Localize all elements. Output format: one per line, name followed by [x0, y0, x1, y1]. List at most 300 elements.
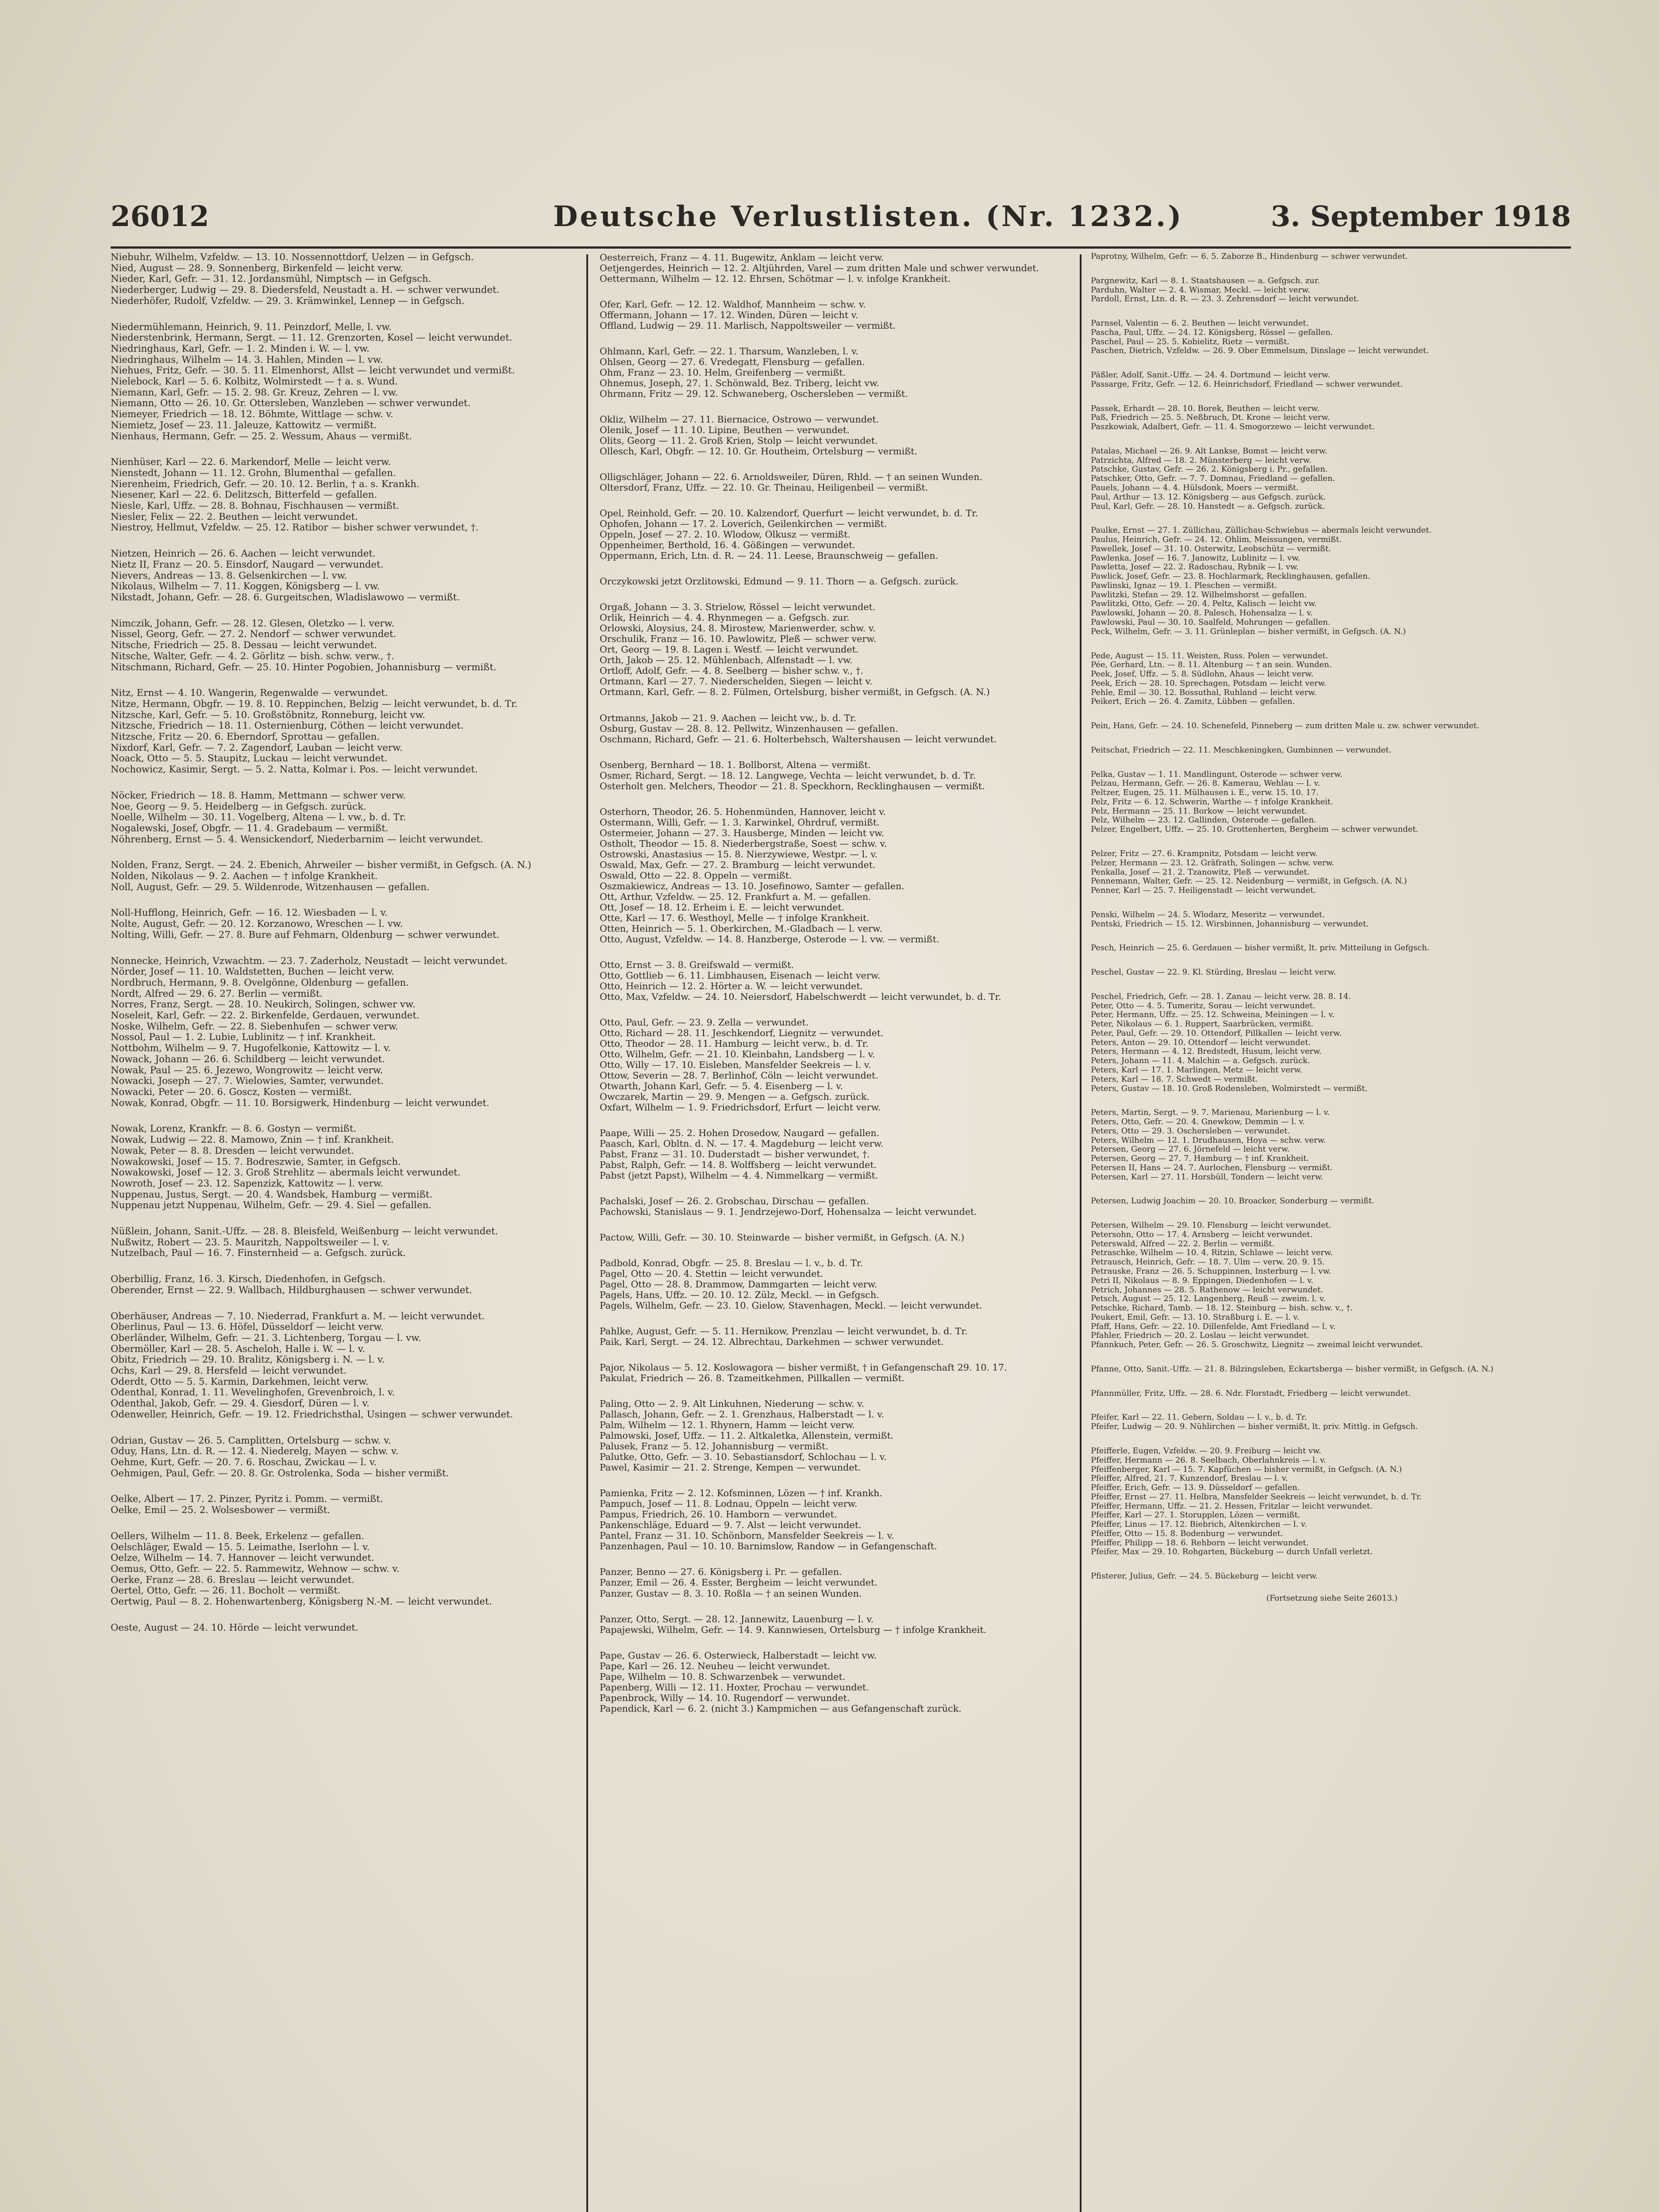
- list-entry: Ohnemus, Joseph, 27. 1. Schönwald, Bez. Triberg, leicht vw.: [600, 378, 879, 389]
- list-entry: Pelzer, Hermann — 23. 12. Gräfrath, Solingen — schw. verw.: [1091, 858, 1335, 868]
- list-entry: Oellers, Wilhelm — 11. 8. Beek, Erkelenz — gefallen.: [111, 1530, 365, 1542]
- list-entry: Oppenheimer, Berthold, 16. 4. Gößingen — verwundet.: [600, 540, 855, 551]
- list-entry: Pfanne, Otto, Sanit.-Uffz. — 21. 8. Bilzingsleben, Eckartsberga — bisher vermißt, in Gefgsch. (A. N.): [1091, 1364, 1493, 1374]
- list-entry: Obermöller, Karl — 28. 5. Ascheloh, Halle i. W. — l. v.: [111, 1343, 366, 1355]
- list-entry: Petraschke, Wilhelm — 10. 4. Ritzin, Schlawe — leicht verw.: [1091, 1248, 1333, 1258]
- list-entry: Pauels, Johann — 4. 4. Hülsdonk, Moers — vermißt.: [1091, 483, 1299, 493]
- list-entry: Nolting, Willi, Gefr. — 27. 8. Bure auf Fehmarn, Oldenburg — schwer verwundet.: [111, 929, 500, 941]
- list-entry: Olenik, Josef — 11. 10. Lipine, Beuthen — verwundet.: [600, 425, 850, 436]
- list-entry: Peters, Johann — 11. 4. Malchin — a. Gefgsch. zurück.: [1091, 1056, 1310, 1066]
- list-entry: Otte, Karl — 17. 6. Westhoyl, Melle — † infolge Krankheit.: [600, 912, 870, 923]
- list-entry: Oerke, Franz — 28. 6. Breslau — leicht verwundet.: [111, 1574, 355, 1586]
- list-entry: Papajewski, Wilhelm, Gefr. — 14. 9. Kannwiesen, Ortelsburg — † infolge Krankheit.: [600, 1624, 987, 1635]
- list-entry: Pactow, Willi, Gefr. — 30. 10. Steinwarde — bisher vermißt, in Gefgsch. (A. N.): [600, 1232, 965, 1243]
- list-entry: Pfeiffer, Erich, Gefr. — 13. 9. Düsseldorf — gefallen.: [1091, 1483, 1300, 1493]
- list-entry: Oberlinus, Paul — 13. 6. Höfel, Düsseldorf — leicht verw.: [111, 1321, 384, 1333]
- list-entry: Obitz, Friedrich — 29. 10. Bralitz, Königsberg i. N. — l. v.: [111, 1354, 385, 1366]
- list-entry: Noe, Georg — 9. 5. Heidelberg — in Gefgsch. zurück.: [111, 801, 366, 812]
- list-entry: Orlowski, Aloysius, 24. 8. Mirostew, Marienwerder, schw. v.: [600, 623, 876, 634]
- list-entry: Pede, August — 15. 11. Weisten, Russ. Polen — verwundet.: [1091, 651, 1328, 661]
- list-entry: Pfeifferle, Eugen, Vzfeldw. — 20. 9. Freiburg — leicht vw.: [1091, 1446, 1321, 1455]
- list-entry: Peters, Anton — 29. 10. Ottendorf — leicht verwundet.: [1091, 1037, 1311, 1047]
- list-entry: Nitsche, Friedrich — 25. 8. Dessau — leicht verwundet.: [111, 640, 377, 651]
- list-entry: Ohm, Franz — 23. 10. Helm, Greifenberg — vermißt.: [600, 367, 846, 378]
- list-entry: Penkalla, Josef — 21. 2. Tzanowitz, Pleß — verwundet.: [1091, 867, 1310, 877]
- list-entry: Pawlowski, Johann — 20. 8. Palesch, Hohensalza — l. v.: [1091, 608, 1313, 618]
- list-entry: Peters, Gustav — 18. 10. Groß Rodensleben, Wolmirstedt — vermißt.: [1091, 1083, 1368, 1093]
- list-entry: Peters, Martin, Sergt. — 9. 7. Marienau, Marienburg — l. v.: [1091, 1108, 1330, 1118]
- list-entry: Ort, Georg — 19. 8. Lagen i. Westf. — leicht verwundet.: [600, 644, 859, 655]
- list-entry: Pfahler, Friedrich — 20. 2. Loslau — leicht verwundet.: [1091, 1331, 1309, 1340]
- list-entry: Pawlitzki, Stefan — 29. 12. Wilhelmshorst — gefallen.: [1091, 590, 1307, 599]
- list-entry: Peter, Nikolaus — 6. 1. Ruppert, Saarbrücken, vermißt.: [1091, 1019, 1313, 1029]
- list-entry: Osenberg, Bernhard — 18. 1. Bollborst, Altena — vermißt.: [600, 759, 871, 770]
- list-entry: Niederberger, Ludwig — 29. 8. Diedersfeld, Neustadt a. H. — schwer verwundet.: [111, 284, 500, 296]
- list-entry: Nüßlein, Johann, Sanit.-Uffz. — 28. 8. Bleisfeld, Weißenburg — leicht verwundet.: [111, 1226, 498, 1237]
- list-entry: Niederhöfer, Rudolf, Vzfeldw. — 29. 3. Krämwinkel, Lennep — in Gefgsch.: [111, 295, 465, 307]
- list-entry: Otto, Theodor — 28. 11. Hamburg — leicht verw., b. d. Tr.: [600, 1038, 869, 1049]
- list-entry: Pawlowski, Paul — 30. 10. Saalfeld, Mohrungen — gefallen.: [1091, 617, 1331, 627]
- list-entry: Oppeln, Josef — 27. 2. 10. Wlodow, Olkusz — vermißt.: [600, 529, 851, 540]
- list-entry: Pabst (jetzt Papst), Wilhelm — 4. 4. Nimmelkarg — vermißt.: [600, 1170, 878, 1181]
- list-entry: Nissel, Georg, Gefr. — 27. 2. Nendorf — schwer verwundet.: [111, 629, 396, 640]
- list-entry: Pawlinski, Ignaz — 19. 1. Pleschen — vermißt.: [1091, 580, 1277, 590]
- list-entry: Pantel, Franz — 31. 10. Schönborn, Mansfelder Seekreis — l. v.: [600, 1530, 894, 1541]
- list-entry: Petersen, Georg — 27. 6. Jörnefeld — leicht verw.: [1091, 1144, 1290, 1154]
- list-entry: Ollesch, Karl, Obgfr. — 12. 10. Gr. Houtheim, Ortelsburg — vermißt.: [600, 446, 917, 457]
- list-entry: Niedringhaus, Wilhelm — 14. 3. Hahlen, Minden — l. vw.: [111, 354, 383, 365]
- list-entry: Paape, Willi — 25. 2. Hohen Drosedow, Naugard — gefallen.: [600, 1128, 880, 1138]
- list-entry: Peck, Wilhelm, Gefr. — 3. 11. Grünleplan — bisher vermißt, in Gefgsch. (A. N.): [1091, 626, 1406, 636]
- list-entry: Pentski, Friedrich — 15. 12. Wirsbinnen, Johannisburg — verwundet.: [1091, 919, 1369, 929]
- list-entry: Otto, Heinrich — 12. 2. Hörter a. W. — leicht verwundet.: [600, 980, 863, 991]
- list-entry: Ostermeier, Johann — 27. 3. Hausberge, Minden — leicht vw.: [600, 827, 885, 838]
- list-entry: Ostholt, Theodor — 15. 8. Niederbergstraße, Soest — schw. v.: [600, 838, 887, 849]
- list-entry: Nowak, Konrad, Obgfr. — 11. 10. Borsigwerk, Hindenburg — leicht verwundet.: [111, 1097, 489, 1109]
- list-entry: Pawlitzki, Otto, Gefr. — 20. 4. Peltz, Kalisch — leicht vw.: [1091, 599, 1317, 609]
- list-entry: Otto, Ernst — 3. 8. Greifswald — vermißt.: [600, 959, 794, 970]
- list-entry: Petersen, Wilhelm — 29. 10. Flensburg — leicht verwundet.: [1091, 1221, 1332, 1230]
- list-entry: Nolden, Franz, Sergt. — 24. 2. Ebenich, Ahrweiler — bisher vermißt, in Gefgsch. (A. N.): [111, 860, 531, 871]
- list-entry: Petersen, Ludwig Joachim — 20. 10. Broacker, Sonderburg — vermißt.: [1091, 1196, 1374, 1206]
- list-entry: Pagels, Hans, Uffz. — 20. 10. 12. Zülz, Meckl. — in Gefgsch.: [600, 1290, 879, 1301]
- list-entry: Pennemann, Walter, Gefr. — 25. 12. Neidenburg — vermißt, in Gefgsch. (A. N.): [1091, 876, 1407, 886]
- list-entry: Nienhüser, Karl — 22. 6. Markendorf, Melle — leicht verw.: [111, 457, 391, 468]
- list-entry: Pfisterer, Julius, Gefr. — 24. 5. Bückeburg — leicht verw.: [1091, 1571, 1318, 1581]
- list-entry: Oertwig, Paul — 8. 2. Hohenwartenberg, Königsberg N.-M. — leicht verwundet.: [111, 1596, 492, 1608]
- list-entry: Niesle, Karl, Uffz. — 28. 8. Bohnau, Fischhausen — vermißt.: [111, 500, 400, 512]
- list-entry: Nikolaus, Wilhelm — 7. 11. Koggen, Königsberg — l. vw.: [111, 581, 380, 592]
- list-entry: Oelke, Emil — 25. 2. Wolsesbower — vermißt.: [111, 1505, 331, 1516]
- list-entry: Niedringhaus, Karl, Gefr. — 1. 2. Minden i. W. — l. vw.: [111, 343, 370, 354]
- list-entry: Nitzsche, Friedrich — 18. 11. Osternienburg, Cöthen — leicht verwundet.: [111, 720, 464, 732]
- list-entry: Pelzau, Hermann, Gefr. — 26. 8. Kamerau, Wehlau — l. v.: [1091, 779, 1320, 788]
- list-entry: Oduy, Hans, Ltn. d. R. — 12. 4. Niederelg, Mayen — schw. v.: [111, 1446, 399, 1457]
- list-entry: Pape, Karl — 26. 12. Neuheu — leicht verwundet.: [600, 1660, 831, 1671]
- list-entry: Pawellek, Josef — 31. 10. Osterwitz, Leobschütz — vermißt.: [1091, 544, 1331, 553]
- list-entry: Odenthal, Jakob, Gefr. — 29. 4. Giesdorf, Düren — l. v.: [111, 1398, 370, 1409]
- list-entry: Nowakowski, Josef — 12. 3. Groß Strehlitz — abermals leicht verwundet.: [111, 1167, 461, 1179]
- list-entry: Nowroth, Josef — 23. 12. Sapenzizk, Kattowitz — l. verw.: [111, 1178, 384, 1189]
- list-entry: Nowak, Ludwig — 22. 8. Mamowo, Znin — † inf. Krankheit.: [111, 1134, 394, 1146]
- list-entry: Paling, Otto — 2. 9. Alt Linkuhnen, Niederung — schw. v.: [600, 1398, 864, 1409]
- list-entry: Penski, Wilhelm — 24. 5. Wlodarz, Meseritz — verwundet.: [1091, 910, 1325, 919]
- list-entry: Pfeiffer, Hermann — 26. 8. Seelbach, Oberlahnkreis — l. v.: [1091, 1455, 1326, 1465]
- list-entry: Niemann, Otto — 26. 10. Gr. Ottersleben, Wanzleben — schwer verwundet.: [111, 398, 471, 409]
- list-entry: Odrian, Gustav — 26. 5. Camplitten, Ortelsburg — schw. v.: [111, 1435, 391, 1446]
- list-entry: Nievers, Andreas — 13. 8. Gelsenkirchen — l. vw.: [111, 570, 347, 581]
- column-divider: [1080, 254, 1082, 2212]
- list-entry: Oehmigen, Paul, Gefr. — 20. 8. Gr. Ostrolenka, Soda — bisher vermißt.: [111, 1467, 449, 1479]
- list-entry: Pahlke, August, Gefr. — 5. 11. Hernikow, Prenzlau — leicht verwundet, b. d. Tr.: [600, 1326, 968, 1337]
- list-entry: Nowacki, Joseph — 27. 7. Wielowies, Samter, verwundet.: [111, 1075, 384, 1087]
- list-entry: Noll, August, Gefr. — 29. 5. Wildenrode, Witzenhausen — gefallen.: [111, 881, 430, 893]
- list-entry: Padbold, Konrad, Obgfr. — 25. 8. Breslau — l. v., b. d. Tr.: [600, 1258, 863, 1269]
- list-entry: Pargnewitz, Karl — 8. 1. Staatshausen — a. Gefgsch. zur.: [1091, 276, 1320, 285]
- list-entry: Oppermann, Erich, Ltn. d. R. — 24. 11. Leese, Braunschweig — gefallen.: [600, 550, 939, 561]
- list-entry: Nietzen, Heinrich — 26. 6. Aachen — leicht verwundet.: [111, 548, 376, 560]
- list-entry: Orschulik, Franz — 16. 10. Pawlowitz, Pleß — schwer verw.: [600, 634, 877, 645]
- list-entry: Niebuhr, Wilhelm, Vzfeldw. — 13. 10. Nossennottdorf, Uelzen — in Gefgsch.: [111, 252, 474, 263]
- list-entry: Palmowski, Josef, Uffz. — 11. 2. Altkaletka, Allenstein, vermißt.: [600, 1430, 894, 1441]
- list-entry: Niemietz, Josef — 23. 11. Jaleuze, Kattowitz — vermißt.: [111, 419, 377, 431]
- list-entry: Nimczik, Johann, Gefr. — 28. 12. Glesen, Oletzko — l. verw.: [111, 618, 395, 629]
- list-entry: Paschen, Dietrich, Vzfeldw. — 26. 9. Ober Emmelsum, Dinslage — leicht verwundet.: [1091, 346, 1429, 356]
- list-entry: Offland, Ludwig — 29. 11. Marlisch, Nappoltsweiler — vermißt.: [600, 320, 896, 331]
- list-entry: Otto, Richard — 28. 11. Jeschkendorf, Liegnitz — verwundet.: [600, 1027, 884, 1038]
- list-entry: Oemus, Otto, Gefr. — 22. 5. Rammewitz, Wehnow — schw. v.: [111, 1563, 400, 1575]
- list-entry: Nowak, Lorenz, Krankfr. — 8. 6. Gostyn — vermißt.: [111, 1123, 357, 1135]
- list-entry: Osmer, Richard, Sergt. — 18. 12. Langwege, Vechta — leicht verwundet, b. d. Tr.: [600, 770, 976, 781]
- list-entry: Paprotny, Wilhelm, Gefr. — 6. 5. Zaborze B., Hindenburg — schwer verwundet.: [1091, 252, 1408, 261]
- list-entry: Nochowicz, Kasimir, Sergt. — 5. 2. Natta, Kolmar i. Pos. — leicht verwundet.: [111, 764, 478, 776]
- list-entry: Petersen, Georg — 27. 7. Hamburg — † inf. Krankheit.: [1091, 1154, 1309, 1164]
- list-entry: Passarge, Fritz, Gefr. — 12. 6. Heinrichsdorf, Friedland — schwer verwundet.: [1091, 379, 1403, 389]
- list-entry: Ofer, Karl, Gefr. — 12. 12. Waldhof, Mannheim — schw. v.: [600, 299, 866, 310]
- list-entry: Ott, Arthur, Vzfeldw. — 25. 12. Frankfurt a. M. — gefallen.: [600, 891, 871, 902]
- list-entry: Patrzichta, Alfred — 18. 2. Münsterberg — leicht verw.: [1091, 455, 1312, 465]
- list-entry: Paszkowiak, Adalbert, Gefr. — 11. 4. Smogorzewo — leicht verwundet.: [1091, 422, 1374, 432]
- list-entry: Norres, Franz, Sergt. — 28. 10. Neukirch, Solingen, schwer vw.: [111, 999, 416, 1010]
- list-entry: Oberländer, Wilhelm, Gefr. — 21. 3. Lichtenberg, Torgau — l. vw.: [111, 1332, 421, 1344]
- list-entry: Otto, Willy — 17. 10. Eisleben, Mansfelder Seekreis — l. v.: [600, 1059, 871, 1070]
- list-entry: Pfeifer, Ludwig — 20. 9. Nühlirchen — bisher vermißt, lt. priv. Mittlg. in Gefgsch.: [1091, 1422, 1418, 1432]
- list-entry: Oberhäuser, Andreas — 7. 10. Niederrad, Frankfurt a. M. — leicht verwundet.: [111, 1310, 485, 1322]
- list-entry: Nieder, Karl, Gefr. — 31. 12. Jordansmühl, Nimptsch — in Gefgsch.: [111, 273, 431, 285]
- list-entry: Peukert, Emil, Gefr. — 13. 10. Straßburg i. E. — l. v.: [1091, 1312, 1300, 1322]
- list-entry: Peschel, Friedrich, Gefr. — 28. 1. Zanau — leicht verw. 28. 8. 14.: [1091, 991, 1351, 1001]
- list-entry: Paul, Arthur — 13. 12. Königsberg — aus Gefgsch. zurück.: [1091, 492, 1326, 502]
- list-entry: Otto, Wilhelm, Gefr. — 21. 10. Kleinbahn, Landsberg — l. v.: [600, 1048, 875, 1060]
- list-entry: Otto, August, Vzfeldw. — 14. 8. Hanzberge, Osterode — l. vw. — vermißt.: [600, 933, 939, 945]
- list-entry: Panzenhagen, Paul — 10. 10. Barnimslow, Randow — in Gefangenschaft.: [600, 1541, 937, 1552]
- list-entry: Peek, Josef, Uffz. — 5. 8. Südlohn, Ahaus — leicht verw.: [1091, 669, 1314, 679]
- list-entry: Pankenschläge, Eduard — 9. 7. Alst — leicht verwundet.: [600, 1520, 862, 1531]
- list-entry: Nietz II, Franz — 20. 5. Einsdorf, Naugard — verwundet.: [111, 559, 384, 570]
- list-entry: Oesterreich, Franz — 4. 11. Bugewitz, Anklam — leicht verw.: [600, 252, 884, 263]
- list-entry: Peterswald, Alfred — 22. 2. Berlin — vermißt.: [1091, 1239, 1275, 1248]
- list-entry: Nierenheim, Friedrich, Gefr. — 20. 10. 12. Berlin, † a. s. Krankh.: [111, 478, 420, 490]
- list-entry: Nowack, Johann — 26. 6. Schildberg — leicht verwundet.: [111, 1053, 385, 1065]
- list-entry: Patschker, Otto, Gefr. — 7. 7. Domnau, Friedland — gefallen.: [1091, 474, 1336, 484]
- list-entry: Peters, Karl — 17. 1. Marlingen, Metz — leicht verw.: [1091, 1065, 1302, 1075]
- list-entry: Palutke, Otto, Gefr. — 3. 10. Sebastiansdorf, Schlochau — l. v.: [600, 1452, 887, 1463]
- list-entry: Nutzelbach, Paul — 16. 7. Finsternheid — a. Gefgsch. zurück.: [111, 1248, 406, 1259]
- list-entry: Pfeiffer, Otto — 15. 8. Bodenburg — verwundet.: [1091, 1528, 1283, 1538]
- list-entry: Nußwitz, Robert — 23. 5. Mauritzh, Nappoltsweiler — l. v.: [111, 1237, 389, 1248]
- list-entry: Peters, Wilhelm — 12. 1. Drudhausen, Hoya — schw. verw.: [1091, 1135, 1326, 1145]
- page-header: [111, 200, 1571, 249]
- list-entry: Pfeiffenberger, Karl — 15. 7. Kapfüchen — bisher vermißt, in Gefgsch. (A. N.): [1091, 1464, 1402, 1474]
- list-entry: Oertel, Otto, Gefr. — 26. 11. Bocholt — vermißt.: [111, 1585, 341, 1597]
- list-entry: Osterhorn, Theodor, 26. 5. Hohenmünden, Hannover, leicht v.: [600, 806, 886, 817]
- header-rule: [111, 246, 1571, 249]
- list-entry: Pée, Gerhard, Ltn. — 8. 11. Altenburg — † an sein. Wunden.: [1091, 660, 1332, 670]
- list-entry: Nonnecke, Heinrich, Vzwachtm. — 23. 7. Zaderholz, Neustadt — leicht verwundet.: [111, 955, 508, 967]
- continuation-note: (Fortsetzung siehe Seite 26013.): [1266, 1593, 1398, 1603]
- list-entry: Pawel, Kasimir — 21. 2. Strenge, Kempen — verwundet.: [600, 1462, 861, 1473]
- list-entry: Petrich, Johannes — 28. 5. Rathenow — leicht verwundet.: [1091, 1285, 1323, 1294]
- list-entry: Pape, Gustav — 26. 6. Osterwieck, Halberstadt — leicht vw.: [600, 1650, 877, 1661]
- list-entry: Oetjengerdes, Heinrich — 12. 2. Altjührden, Varel — zum dritten Male und schwer verwundet.: [600, 263, 1039, 274]
- list-entry: Niesler, Felix — 22. 2. Beuthen — leicht verwundet.: [111, 511, 358, 522]
- column-1: [111, 252, 573, 2212]
- list-entry: Ohlmann, Karl, Gefr. — 22. 1. Tharsum, Wanzleben, l. v.: [600, 346, 858, 357]
- list-entry: Noack, Otto — 5. 5. Staupitz, Luckau — leicht verwundet.: [111, 753, 388, 764]
- list-entry: Opel, Reinhold, Gefr. — 20. 10. Kalzendorf, Querfurt — leicht verwundet, b. d. Tr.: [600, 508, 978, 519]
- list-entry: Niemeyer, Friedrich — 18. 12. Böhmte, Wittlage — schw. v.: [111, 409, 393, 420]
- list-entry: Oberender, Ernst — 22. 9. Wallbach, Hildburghausen — schwer verwundet.: [111, 1284, 472, 1296]
- list-entry: Pein, Hans, Gefr. — 24. 10. Schenefeld, Pinneberg — zum dritten Male u. zw. schwer verwundet.: [1091, 721, 1479, 731]
- list-entry: Peter, Hermann, Uffz. — 25. 12. Schweina, Meiningen — l. v.: [1091, 1010, 1335, 1020]
- list-entry: Ortmann, Karl, Gefr. — 8. 2. Fülmen, Ortelsburg, bisher vermißt, in Gefgsch. (A. N.): [600, 687, 990, 698]
- list-entry: Niederstenbrink, Hermann, Sergt. — 11. 12. Grenzorten, Kosel — leicht verwundet.: [111, 332, 512, 344]
- list-entry: Noske, Wilhelm, Gefr. — 22. 8. Siebenhufen — schwer verw.: [111, 1021, 399, 1032]
- list-entry: Pfeiffer, Ernst — 27. 11. Helbra, Mansfelder Seekreis — leicht verwundet, b. d. Tr.: [1091, 1492, 1422, 1502]
- list-entry: Orth, Jakob — 25. 12. Mühlenbach, Alfenstadt — l. vw.: [600, 655, 853, 666]
- list-entry: Noseleit, Karl, Gefr. — 22. 2. Birkenfelde, Gerdauen, verwundet.: [111, 1010, 420, 1022]
- list-entry: Panzer, Emil — 26. 4. Esster, Bergheim — leicht verwundet.: [600, 1577, 878, 1588]
- list-entry: Penner, Karl — 25. 7. Heiligenstadt — leicht verwundet.: [1091, 886, 1316, 895]
- list-entry: Passek, Erhardt — 28. 10. Borek, Beuthen — leicht verw.: [1091, 403, 1320, 413]
- list-entry: Pakulat, Friedrich — 26. 8. Tzameitkehmen, Pillkallen — vermißt.: [600, 1373, 905, 1384]
- list-entry: Oltersdorf, Franz, Uffz. — 22. 10. Gr. Theinau, Heiligenbeil — vermißt.: [600, 482, 928, 493]
- list-entry: Niedermühlemann, Heinrich, 9. 11. Peinzdorf, Melle, l. vw.: [111, 321, 392, 333]
- list-entry: Ottow, Severin — 28. 7. Berlinhof, Cöln — leicht verwundet.: [600, 1070, 878, 1081]
- list-entry: Pardoll, Ernst, Ltn. d. R. — 23. 3. Zehrensdorf — leicht verwundet.: [1091, 294, 1359, 304]
- list-entry: Nitz, Ernst — 4. 10. Wangerin, Regenwalde — verwundet.: [111, 687, 388, 699]
- list-entry: Orczykowski jetzt Orzlitowski, Edmund — 9. 11. Thorn — a. Gefgsch. zurück.: [600, 576, 959, 587]
- list-entry: Paulus, Heinrich, Gefr. — 24. 12. Ohlim, Meissungen, vermißt.: [1091, 535, 1342, 545]
- list-entry: Pawlenka, Josef — 16. 7. Janowitz, Lublinitz — l. vw.: [1091, 553, 1301, 563]
- column-3-entries: [1091, 252, 1573, 1581]
- list-entry: Paschel, Paul — 25. 5. Kobielitz, Rietz — vermißt.: [1091, 337, 1289, 346]
- list-entry: Pelka, Gustav — 1. 11. Mandlingunt, Osterode — schwer verw.: [1091, 769, 1343, 779]
- list-entry: Pamienka, Fritz — 2. 12. Kofsminnen, Lözen — † inf. Krankh.: [600, 1488, 882, 1499]
- list-entry: Pelzer, Fritz — 27. 6. Krampnitz, Potsdam — leicht verw.: [1091, 849, 1318, 858]
- list-entry: Nowakowski, Josef — 15. 7. Bodreszwie, Samter, in Gefgsch.: [111, 1156, 401, 1167]
- list-entry: Pallasch, Johann, Gefr. — 2. 1. Grenzhaus, Halberstadt — l. v.: [600, 1409, 885, 1420]
- list-entry: Nowacki, Peter — 20. 6. Goscz, Kosten — vermißt.: [111, 1087, 352, 1098]
- list-entry: Peitschat, Friedrich — 22. 11. Meschkeningken, Gumbinnen — verwundet.: [1091, 745, 1392, 755]
- list-entry: Pape, Wilhelm — 10. 8. Schwarzenbek — verwundet.: [600, 1671, 846, 1682]
- list-entry: Peltzer, Eugen, 25. 11. Mülhausen i. E., verw. 15. 10. 17.: [1091, 788, 1319, 798]
- list-entry: Oettermann, Wilhelm — 12. 12. Ehrsen, Schötmar — l. v. infolge Krankheit.: [600, 273, 951, 284]
- list-entry: Nienstedt, Johann — 11. 12. Grohn, Blumenthal — gefallen.: [111, 467, 396, 479]
- list-entry: Otto, Gottlieb — 6. 11. Limbhausen, Eisenach — leicht verw.: [600, 970, 881, 981]
- list-entry: Pagel, Otto — 28. 8. Drammow, Dammgarten — leicht verw.: [600, 1279, 878, 1290]
- list-entry: Ophofen, Johann — 17. 2. Loverich, Geilenkirchen — vermißt.: [600, 518, 887, 530]
- list-entry: Oelke, Albert — 17. 2. Pinzer, Pyritz i. Pomm. — vermißt.: [111, 1494, 383, 1505]
- list-entry: Petschke, Richard, Tamb. — 18. 12. Steinburg — bish. schw. v., †.: [1091, 1303, 1353, 1313]
- list-entry: Ott, Josef — 18. 12. Erheim i. E. — leicht verwundet.: [600, 902, 845, 913]
- list-entry: Petri II, Nikolaus — 8. 9. Eppingen, Diedenhofen — l. v.: [1091, 1275, 1313, 1285]
- list-entry: Päßler, Adolf, Sanit.-Uffz. — 24. 4. Dortmund — leicht verw.: [1091, 370, 1330, 380]
- list-entry: Pagels, Wilhelm, Gefr. — 23. 10. Gielow, Stavenhagen, Meckl. — leicht verwundet.: [600, 1300, 982, 1311]
- list-entry: Nikstadt, Johann, Gefr. — 28. 6. Gurgeitschen, Wladislawowo — vermißt.: [111, 591, 460, 603]
- list-entry: Parnsel, Valentin — 6. 2. Beuthen — leicht verwundet.: [1091, 319, 1309, 328]
- list-entry: Niemann, Karl, Gefr. — 15. 2. 98. Gr. Kreuz, Zehren — l. vw.: [111, 387, 398, 398]
- list-entry: Pampus, Friedrich, 26. 10. Hamborn — verwundet.: [600, 1509, 837, 1520]
- list-entry: Orgaß, Johann — 3. 3. Strielow, Rössel — leicht verwundet.: [600, 602, 876, 613]
- column-divider: [586, 254, 588, 2212]
- list-entry: Okliz, Wilhelm — 27. 11. Biernacice, Ostrowo — verwundet.: [600, 414, 879, 425]
- column-2: [600, 252, 1073, 2212]
- list-entry: Noelle, Wilhelm — 30. 11. Vogelberg, Altena — l. vw., b. d. Tr.: [111, 812, 406, 823]
- list-entry: Pfaff, Hans, Gefr. — 22. 10. Dillenfelde, Amt Friedland — l. v.: [1091, 1321, 1336, 1331]
- list-entry: Pelz, Hermann — 25. 11. Borkow — leicht verwundet.: [1091, 806, 1307, 816]
- list-entry: Nottbohm, Wilhelm — 9. 7. Hugofelkonie, Kattowitz — l. v.: [111, 1043, 391, 1054]
- list-entry: Niestroy, Hellmut, Vzfeldw. — 25. 12. Ratibor — bisher schwer verwundet, †.: [111, 522, 479, 534]
- list-entry: Nuppenau jetzt Nuppenau, Wilhelm, Gefr. — 29. 4. Siel — gefallen.: [111, 1200, 432, 1211]
- list-entry: Nienhaus, Hermann, Gefr. — 25. 2. Wessum, Ahaus — vermißt.: [111, 430, 412, 442]
- list-entry: Oderdt, Otto — 5. 5. Karmin, Darkehmen, leicht verw.: [111, 1376, 369, 1387]
- list-entry: Nitzsche, Fritz — 20. 6. Eberndorf, Sprottau — gefallen.: [111, 731, 380, 743]
- list-entry: Pehle, Emil — 30. 12. Bossuthal, Ruhland — leicht verw.: [1091, 687, 1317, 697]
- list-entry: Nuppenau, Justus, Sergt. — 20. 4. Wandsbek, Hamburg — vermißt.: [111, 1189, 433, 1200]
- list-entry: Nixdorf, Karl, Gefr. — 7. 2. Zagendorf, Lauban — leicht verw.: [111, 742, 403, 753]
- list-entry: Otto, Paul, Gefr. — 23. 9. Zella — verwundet.: [600, 1017, 809, 1028]
- list-entry: Nielebock, Karl — 5. 6. Kolbitz, Wolmirstedt — † a. s. Wund.: [111, 376, 398, 388]
- list-entry: Pfeiffer, Philipp — 18. 6. Rehborn — leicht verwundet.: [1091, 1538, 1309, 1548]
- list-entry: Oelschläger, Ewald — 15. 5. Leimathe, Iserlohn — l. v.: [111, 1541, 370, 1553]
- list-entry: Nolte, August, Gefr. — 20. 12. Korzanowo, Wreschen — l. vw.: [111, 918, 403, 930]
- list-entry: Patschke, Gustav, Gefr. — 26. 2. Königsberg i. Pr., gefallen.: [1091, 465, 1328, 474]
- list-entry: Peters, Otto, Gefr. — 20. 4. Gnewkow, Demmin — l. v.: [1091, 1117, 1305, 1127]
- list-entry: Nied, August — 28. 9. Sonnenberg, Birkenfeld — leicht verw.: [111, 262, 403, 274]
- list-entry: Peter, Otto — 4. 5. Tumeritz, Sorau — leicht verwundet.: [1091, 1001, 1316, 1010]
- page-number: 26012: [111, 200, 209, 233]
- list-entry: Ortloff, Adolf, Gefr. — 4. 8. Seelberg — bisher schw. v., †.: [600, 665, 863, 676]
- list-entry: Pfeifer, Max — 29. 10. Rohgarten, Bückeburg — durch Unfall verletzt.: [1091, 1547, 1373, 1557]
- list-entry: Oberbillig, Franz, 16. 3. Kirsch, Diedenhofen, in Gefgsch.: [111, 1274, 386, 1285]
- list-entry: Nordbruch, Hermann, 9. 8. Ovelgönne, Oldenburg — gefallen.: [111, 977, 409, 988]
- list-entry: Paul, Karl, Gefr. — 28. 10. Hanstedt — a. Gefgsch. zurück.: [1091, 501, 1325, 511]
- list-entry: Nolden, Nikolaus — 9. 2. Aachen — † infolge Krankheit.: [111, 871, 378, 882]
- list-entry: Pfeifer, Karl — 22. 11. Gebern, Soldau — l. v., b. d. Tr.: [1091, 1413, 1307, 1422]
- list-entry: Niesener, Karl — 22. 6. Delitzsch, Bitterfeld — gefallen.: [111, 489, 377, 501]
- list-entry: Oxfart, Wilhelm — 1. 9. Friedrichsdorf, Erfurt — leicht verw.: [600, 1102, 881, 1113]
- list-entry: Oeste, August — 24. 10. Hörde — leicht verwundet.: [111, 1622, 358, 1633]
- list-entry: Panzer, Gustav — 8. 3. 10. Roßla — † an seinen Wunden.: [600, 1588, 862, 1599]
- list-entry: Ostermann, Willi, Gefr. — 1. 3. Karwinkel, Ohrdruf, vermißt.: [600, 817, 880, 828]
- list-entry: Pawletta, Josef — 22. 2. Radoschau, Rybnik — l. vw.: [1091, 562, 1299, 572]
- column-3: [1091, 252, 1573, 2212]
- list-entry: Papenbrock, Willy — 14. 10. Rugendorf — verwundet.: [600, 1692, 850, 1703]
- list-entry: Offermann, Johann — 17. 12. Winden, Düren — leicht v.: [600, 310, 858, 321]
- list-entry: Pampuch, Josef — 11. 8. Lodnau, Oppeln — leicht verw.: [600, 1498, 858, 1509]
- list-entry: Petersen II, Hans — 24. 7. Aurlochen, Flensburg — vermißt.: [1091, 1163, 1333, 1172]
- list-entry: Odenweller, Heinrich, Gefr. — 19. 12. Friedrichsthal, Usingen — schwer verwundet.: [111, 1409, 513, 1420]
- list-entry: Pfeiffer, Hermann, Uffz. — 21. 2. Hessen, Fritzlar — leicht verwundet.: [1091, 1501, 1373, 1511]
- list-entry: Oswald, Max, Gefr. — 27. 2. Bramburg — leicht verwundet.: [600, 859, 876, 870]
- list-entry: Oehme, Kurt, Gefr. — 20. 7. 6. Roschau, Zwickau — l. v.: [111, 1456, 377, 1468]
- list-entry: Niehues, Fritz, Gefr. — 30. 5. 11. Elmenhorst, Allst — leicht verwundet und vermißt.: [111, 365, 515, 376]
- list-entry: Otten, Heinrich — 5. 1. Oberkirchen, M.-Gladbach — l. verw.: [600, 923, 882, 934]
- list-entry: Paik, Karl, Sergt. — 24. 12. Albrechtau, Darkehmen — schwer verwundet.: [600, 1336, 944, 1348]
- list-entry: Otwarth, Johann Karl, Gefr. — 5. 4. Eisenberg — l. v.: [600, 1080, 843, 1091]
- list-entry: Pesch, Heinrich — 25. 6. Gerdauen — bisher vermißt, lt. priv. Mitteilung in Gefgsch.: [1091, 943, 1430, 953]
- list-entry: Peek, Erich — 28. 10. Sprechagen, Potsdam — leicht verw.: [1091, 678, 1327, 688]
- list-entry: Pfeiffer, Alfred, 21. 7. Kunzendorf, Breslau — l. v.: [1091, 1474, 1288, 1483]
- list-entry: Osterholt gen. Melchers, Theodor — 21. 8. Speckhorn, Recklinghausen — vermißt.: [600, 780, 985, 791]
- list-entry: Peter, Paul, Gefr. — 29. 10. Ottendorf, Pillkallen — leicht verw.: [1091, 1028, 1342, 1038]
- issue-date: 3. September 1918: [1270, 200, 1571, 233]
- list-entry: Owczarek, Martin — 29. 9. Mengen — a. Gefgsch. zurück.: [600, 1091, 870, 1102]
- list-entry: Nowak, Paul — 25. 6. Jezewo, Wongrowitz — leicht verw.: [111, 1064, 383, 1076]
- list-entry: Nöhrenberg, Ernst — 5. 4. Wensickendorf, Niederbarnim — leicht verwundet.: [111, 833, 483, 845]
- page-title: Deutsche Verlustlisten. (Nr. 1232.): [553, 200, 1184, 233]
- list-entry: Pachalski, Josef — 26. 2. Grobschau, Dirschau — gefallen.: [600, 1196, 869, 1207]
- list-entry: Petersohn, Otto — 17. 4. Arnsberg — leicht verwundet.: [1091, 1229, 1313, 1239]
- list-entry: Nitzsche, Karl, Gefr. — 5. 10. Großstöbnitz, Ronneburg, leicht vw.: [111, 709, 426, 721]
- list-entry: Papendick, Karl — 6. 2. (nicht 3.) Kampmichen — aus Gefangenschaft zurück.: [600, 1703, 962, 1714]
- list-entry: Otto, Max, Vzfeldw. — 24. 10. Neiersdorf, Habelschwerdt — leicht verwundet, b. d. Tr.: [600, 991, 1001, 1002]
- list-entry: Patalas, Michael — 26. 9. Alt Lankse, Bomst — leicht verw.: [1091, 446, 1328, 456]
- list-entry: Nowak, Peter — 8. 8. Dresden — leicht verwundet.: [111, 1145, 354, 1156]
- list-entry: Pajor, Nikolaus — 5. 12. Koslowagora — bisher vermißt, † in Gefangenschaft 29. 10. 17.: [600, 1362, 1007, 1373]
- list-entry: Peters, Hermann — 4. 12. Bredstedt, Husum, leicht verw.: [1091, 1047, 1322, 1056]
- list-entry: Pfeiffer, Linus — 17. 12. Biebrich, Altenkirchen — l. v.: [1091, 1520, 1307, 1529]
- list-entry: Paulke, Ernst — 27. 1. Züllichau, Züllichau-Schwiebus — abermals leicht verwundet.: [1091, 526, 1432, 535]
- list-entry: Nöcker, Friedrich — 18. 8. Hamm, Mettmann — schwer verw.: [111, 790, 406, 801]
- list-entry: Ortmann, Karl — 27. 7. Niederschelden, Siegen — leicht v.: [600, 676, 873, 687]
- list-entry: Panzer, Otto, Sergt. — 28. 12. Jannewitz, Lauenburg — l. v.: [600, 1613, 874, 1624]
- list-entry: Nossol, Paul — 1. 2. Lubie, Lublinitz — † inf. Krankheit.: [111, 1032, 376, 1043]
- list-entry: Ohrmann, Fritz — 29. 12. Schwaneberg, Oschersleben — vermißt.: [600, 388, 908, 399]
- list-entry: Oszmakiewicz, Andreas — 13. 10. Josefinowo, Samter — gefallen.: [600, 880, 905, 891]
- list-entry: Oswald, Otto — 22. 8. Oppeln — vermißt.: [600, 870, 792, 881]
- list-entry: Pagel, Otto — 20. 4. Stettin — leicht verwundet.: [600, 1268, 824, 1279]
- list-entry: Petrauske, Franz — 26. 5. Schuppinnen, Insterburg — l. vw.: [1091, 1267, 1332, 1276]
- list-entry: Oschmann, Richard, Gefr. — 21. 6. Holterbehsch, Waltershausen — leicht verwundet.: [600, 733, 997, 745]
- list-entry: Petrausch, Heinrich, Gefr. — 18. 7. Ulm — verw. 20. 9. 15.: [1091, 1257, 1325, 1267]
- list-entry: Olits, Georg — 11. 2. Groß Krien, Stolp — leicht verwundet.: [600, 435, 878, 446]
- list-entry: Oelze, Wilhelm — 14. 7. Hannover — leicht verwundet.: [111, 1552, 374, 1564]
- list-entry: Paß, Friedrich — 25. 5. Neßbruch, Dt. Krone — leicht verw.: [1091, 413, 1330, 422]
- list-entry: Pabst, Franz — 31. 10. Duderstadt — bisher verwundet, †.: [600, 1149, 870, 1160]
- list-entry: Nordt, Alfred — 29. 6. 27. Berlin — vermißt.: [111, 988, 323, 999]
- list-entry: Odenthal, Konrad, 1. 11. Wevelinghofen, Grevenbroich, l. v.: [111, 1387, 395, 1398]
- list-entry: Pachowski, Stanislaus — 9. 1. Jendrzejewo-Dorf, Hohensalza — leicht verwundet.: [600, 1206, 977, 1217]
- list-entry: Parduhn, Walter — 2. 4. Wismar, Meckl. — leicht verw.: [1091, 285, 1310, 295]
- list-entry: Paasch, Karl, Obltn. d. N. — 17. 4. Magdeburg — leicht verw.: [600, 1138, 884, 1149]
- list-entry: Peschel, Gustav — 22. 9. Kl. Stürding, Breslau — leicht verw.: [1091, 968, 1336, 977]
- list-entry: Papenberg, Willi — 12. 11. Hoxter, Prochau — verwundet.: [600, 1682, 869, 1693]
- list-entry: Noll-Hufflong, Heinrich, Gefr. — 16. 12. Wiesbaden — l. v.: [111, 907, 388, 919]
- list-entry: Nogalewski, Josef, Obgfr. — 11. 4. Gradebaum — vermißt.: [111, 822, 389, 834]
- list-entry: Nitsche, Walter, Gefr. — 4. 2. Görlitz — bish. schw. verw., †.: [111, 650, 394, 662]
